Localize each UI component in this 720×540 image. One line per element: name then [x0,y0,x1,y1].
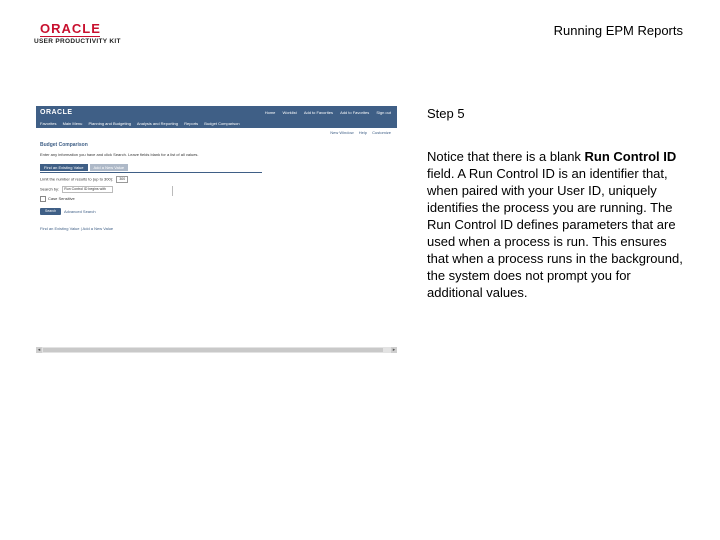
tab-find-existing[interactable]: Find an Existing Value [40,164,88,171]
nav-item[interactable]: Analysis and Reporting [136,121,179,126]
app-tabs [40,164,130,172]
tool-link[interactable]: Customize [372,130,391,135]
app-header-bar [36,106,397,128]
tool-link[interactable]: Help [358,130,367,135]
step-text-bold: Run Control ID [584,149,677,164]
search-by-select[interactable]: Run Control ID begins with [62,186,113,193]
app-logo: ORACLE [40,109,73,116]
logo-rule [40,36,100,37]
step-text-post: field. A Run Control ID is an identifier that, when paired with your User ID, uniquely identifies the process you are running. The Run Control ID defines parameters that are used when a process is run. This ensures that when a process runs in the background, the system does not prompt you for additional values. [427,166,683,300]
advanced-search-link[interactable]: Advanced Search [64,209,96,214]
search-by-row [40,186,113,193]
oracle-upk-logo [34,22,124,48]
top-link[interactable]: Sign out [376,110,391,115]
top-link[interactable]: Add to Favorites [340,110,370,115]
limit-row [40,176,128,183]
app-page-description: Enter any information you have and click Search. Leave fields blank for a list of all values. [40,152,199,157]
top-link[interactable]: Home [264,110,276,115]
search-button[interactable]: Search [40,208,61,215]
logo-product: USER PRODUCTIVITY KIT [34,38,121,45]
case-sensitive-checkbox[interactable] [40,196,46,202]
scroll-right-icon[interactable]: ▸ [392,347,396,353]
app-tools [326,130,391,135]
nav-item[interactable]: Budget Comparison [204,121,240,126]
tool-link[interactable]: New Window [330,130,354,135]
case-sensitive-row [40,196,75,202]
scroll-thumb[interactable] [43,348,383,352]
app-top-links [259,110,391,115]
limit-label: Limit the number of results to (up to 300): [40,176,114,182]
nav-item[interactable]: Reports [184,121,199,126]
nav-item[interactable]: Main Menu [62,121,83,126]
step-description [427,148,687,301]
top-link[interactable]: Add to Favorites [303,110,333,115]
top-link[interactable]: Worklist [282,110,297,115]
step-text-pre: Notice that there is a blank [427,149,585,164]
document-title: Running EPM Reports [553,23,683,38]
app-page-title: Budget Comparison [40,142,88,148]
app-breadcrumb [40,121,245,126]
field-divider [172,186,173,196]
nav-item[interactable]: Favorites [40,121,57,126]
nav-item[interactable]: Planning and Budgeting [88,121,131,126]
tab-add-new[interactable]: Add a New Value [90,164,129,171]
logo-brand: ORACLE [40,21,101,36]
step-title: Step 5 [427,106,465,121]
search-by-label: Search by: [40,186,60,192]
footer-links[interactable]: Find an Existing Value | Add a New Value [40,226,114,231]
horizontal-scrollbar[interactable] [36,347,397,353]
limit-input[interactable]: 300 [116,176,128,183]
tab-underline [40,172,262,173]
scroll-left-icon[interactable]: ◂ [37,347,41,353]
case-sensitive-label: Case Sensitive [48,196,75,202]
step-screenshot [36,106,397,353]
